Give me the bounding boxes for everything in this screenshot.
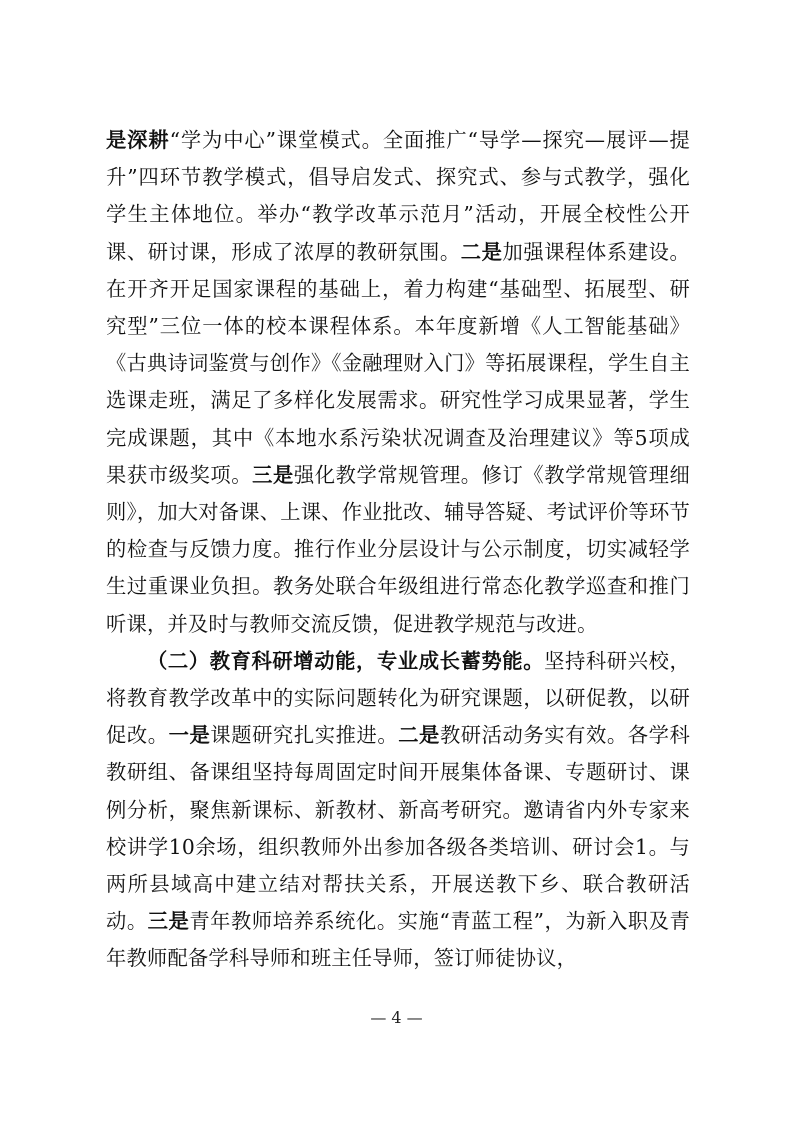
- bold-run: 二是: [398, 723, 440, 748]
- bold-run: （二）教育科研增动能，专业成长蓄势能。: [147, 648, 545, 673]
- bold-run: 三是: [252, 462, 294, 487]
- bold-run: 二是: [460, 239, 503, 264]
- text-run: 课题研究扎实推进。: [210, 723, 399, 748]
- bold-run: 一是: [168, 723, 211, 748]
- paragraph-research-section: [106, 643, 690, 978]
- body-text: [106, 122, 690, 978]
- paragraph-teaching-reform: [106, 122, 690, 643]
- page-number: — 4 —: [370, 1008, 423, 1027]
- text-run: 青年教师培养系统化。实施“青蓝工程”，为新入职及青年教师配备学科导师和班主任导师，签订师徒协议，: [106, 909, 690, 971]
- text-run: 教研活动务实有效。各学科教研组、备课组坚持每周固定时间开展集体备课、专题研讨、课例分析，聚焦新课标、新教材、新高考研究。邀请省内外专家来校讲学10余场，组织教师外出参加各级各类培训、研讨会1。与两所县域高中建立结对帮扶关系，开展送教下乡、联合教研活动。: [106, 723, 690, 934]
- bold-run: 是深耕: [106, 128, 170, 152]
- text-run: 坚持科研兴校，将教育教学改革中的实际问题转化为研究课题，以研促教，以研促改。: [106, 648, 690, 748]
- text-run: 强化教学常规管理。修订《教学常规管理细则》，加大对备课、上课、作业批改、辅导答疑、考试评价等环节的检查与反馈力度。推行作业分层设计与公示制度，切实减轻学生过重课业负担。教务处联合年级组进行常态化教学巡查和推门听课，并及时与教师交流反馈，促进教学规范与改进。: [106, 462, 690, 636]
- bold-run: 三是: [147, 909, 190, 934]
- text-run: “学为中心”课堂模式。全面推广“导学—探究—展评—提升”四环节教学模式，倡导启发式、探究式、参与式教学，强化学生主体地位。举办“教学改革示范月”活动，开展全校性公开课、研讨课，形成了浓厚的教研氛围。: [106, 128, 690, 264]
- text-run: 加强课程体系建设。在开齐开足国家课程的基础上，着力构建“基础型、拓展型、研究型”三位一体的校本课程体系。本年度新增《人工智能基础》《古典诗词鉴赏与创作》《金融理财入门》等拓展课程，学生自主选课走班，满足了多样化发展需求。研究性学习成果显著，学生完成课题，其中《本地水系污染状况调查及治理建议》等5项成果获市级奖项。: [106, 239, 690, 487]
